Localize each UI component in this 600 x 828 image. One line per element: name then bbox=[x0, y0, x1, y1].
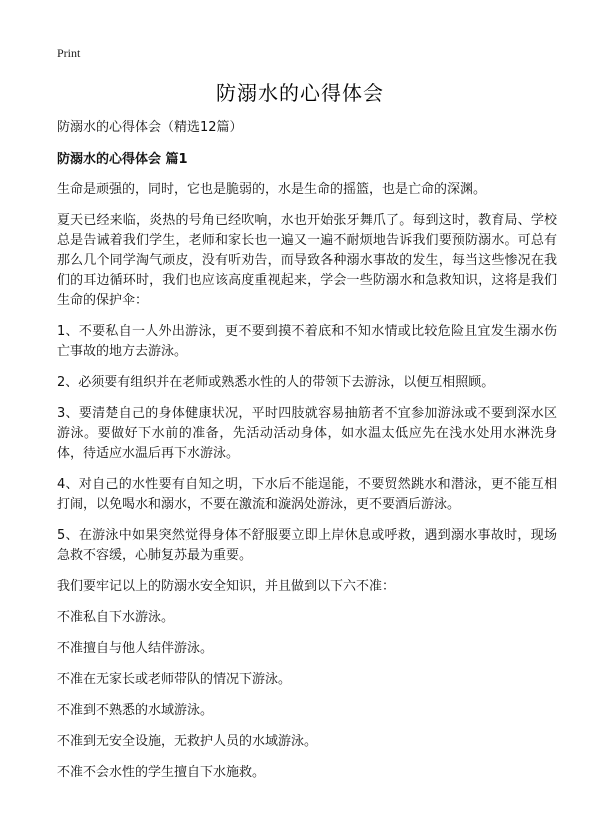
document-subtitle: 防溺水的心得体会（精选12篇） bbox=[57, 120, 243, 135]
paragraph: 3、要清楚自己的身体健康状况，平时四肢就容易抽筋者不宜参加游泳或不要到深水区游泳。要做好下水前的准备，先活动活动身体，如水温太低应先在浅水处用水淋洗身体，待适应水温后再下水游泳。 bbox=[57, 406, 557, 461]
paragraph: 生命是顽强的，同时，它也是脆弱的，水是生命的摇篮，也是亡命的深渊。 bbox=[57, 182, 487, 197]
rule-item: 不准在无家长或老师带队的情况下游泳。 bbox=[57, 672, 292, 687]
section-heading: 防溺水的心得体会 篇1 bbox=[57, 152, 188, 167]
print-label: Print bbox=[57, 46, 81, 60]
paragraph: 我们要牢记以上的防溺水安全知识，并且做到以下六不准： bbox=[57, 579, 396, 594]
rule-item: 不准不会水性的学生擅自下水施救。 bbox=[57, 765, 266, 780]
paragraph: 4、对自己的水性要有自知之明，下水后不能逞能，不要贸然跳水和潜泳，更不能互相打闹，以免喝水和溺水，不要在激流和漩涡处游泳，更不要酒后游泳。 bbox=[57, 477, 557, 512]
rule-item: 不准到无安全设施，无救护人员的水域游泳。 bbox=[57, 734, 318, 749]
paragraph: 夏天已经来临，炎热的号角已经吹响，水也开始张牙舞爪了。每到这时，教育局、学校总是告诫着我们学生，老师和家长也一遍又一遍不耐烦地告诉我们要预防溺水。可总有那么几个同学淘气顽皮，没有听劝告，而导致各种溺水事故的发生，每当这些惨况在我们的耳边循环时，我们也应该高度重视起来，学会一些防溺水和急救知识，这将是我们生命的保护伞： bbox=[57, 213, 557, 308]
paragraph: 2、必须要有组织并在老师或熟悉水性的人的带领下去游泳，以便互相照顾。 bbox=[57, 375, 495, 390]
rule-item: 不准私自下水游泳。 bbox=[57, 610, 175, 625]
rule-item: 不准擅自与他人结伴游泳。 bbox=[57, 641, 214, 656]
paragraph: 1、不要私自一人外出游泳，更不要到摸不着底和不知水情或比较危险且宜发生溺水伤亡事故的地方去游泳。 bbox=[57, 324, 557, 359]
document-body bbox=[57, 118, 557, 794]
document-title: 防溺水的心得体会 bbox=[216, 81, 384, 105]
rule-item: 不准到不熟悉的水域游泳。 bbox=[57, 703, 214, 718]
paragraph: 5、在游泳中如果突然觉得身体不舒服要立即上岸休息或呼救，遇到溺水事故时，现场急救不容缓，心肺复苏最为重要。 bbox=[57, 528, 557, 563]
